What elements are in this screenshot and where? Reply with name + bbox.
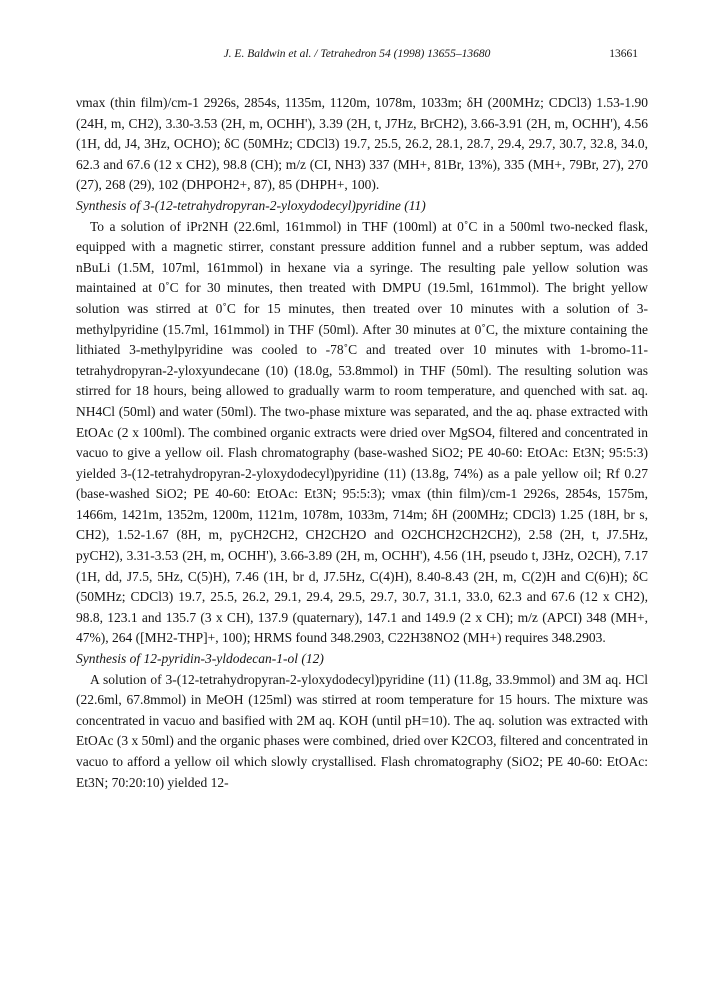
journal-citation: J. E. Baldwin et al. / Tetrahedron 54 (1998) 13655–13680 — [223, 48, 491, 60]
procedure-paragraph-11: To a solution of iPr2NH (22.6ml, 161mmol) in THF (100ml) at 0˚C in a 500ml two-necked flask, equipped with a magnetic stirrer, constant pressure addition funnel and a rubber septum, was added nBuLi (1.5M, 107ml, 161mmol) in hexane via a syringe. The resulting pale yellow solution was maintained at 0˚C for 30 minutes, then treated with DMPU (19.5ml, 161mmol). The bright yellow solution was stirred at 0˚C for 15 minutes, then treated over 10 minutes with a solution of 3-methylpyridine (15.7ml, 161mmol) in THF (50ml). After 30 minutes at 0˚C, the mixture containing the lithiated 3-methylpyridine was cooled to -78˚C and treated over 10 minutes with 1-bromo-11-tetrahydropyran-2-yloxyundecane (10) (18.0g, 53.8mmol) in THF (50ml). The resulting solution was stirred for 18 hours, being allowed to gradually warm to room temperature, and quenched with sat. aq. NH4Cl (50ml) and water (50ml). The two-phase mixture was separated, and the aq. phase extracted with EtOAc (2 x 100ml). The combined organic extracts were dried over MgSO4, filtered and concentrated in vacuo to give a yellow oil. Flash chromatography (base-washed SiO2; PE 40-60: EtOAc: Et3N; 95:5:3) yielded 3-(12-tetrahydropyran-2-yloxydodecyl)pyridine (11) (13.8g, 74%) as a pale yellow oil; Rf 0.27 (base-washed SiO2; PE 40-60: EtOAc: Et3N; 95:5:3); νmax (thin film)/cm-1 2926s, 2854s, 1575m, 1466m, 1421m, 1352m, 1200m, 1121m, 1078m, 1033m, 714m; δH (200MHz; CDCl3) 1.25 (18H, br s, CH2), 1.52-1.67 (8H, m, pyCH2CH2, CH2CH2O and O2CHCH2CH2CH2), 2.58 (2H, t, J7.5Hz, pyCH2), 3.31-3.53 (2H, m, OCHH'), 3.66-3.89 (2H, m, OCHH'), 4.56 (1H, pseudo t, J3Hz, O2CH), 7.17 (1H, dd, J7.5, 5Hz, C(5)H), 7.46 (1H, br d, J7.5Hz, C(4)H), 8.40-8.43 (2H, m, C(2)H and C(6)H); δC (50MHz; CDCl3) 19.7, 25.5, 26.2, 29.1, 29.4, 29.5, 29.7, 30.7, 31.1, 33.0, 62.3 and 67.6 (12 x CH2), 98.8, 123.1 and 135.7 (3 x CH), 137.9 (quaternary), 147.1 and 149.9 (2 x CH); m/z (APCI) 348 (MH+, 47%), 264 ([MH2-THP]+, 100); HRMS found 348.2903, C22H38NO2 (MH+) requires 348.2903. — [76, 218, 648, 646]
running-header — [76, 48, 638, 68]
procedure-paragraph-12: A solution of 3-(12-tetrahydropyran-2-yloxydodecyl)pyridine (11) (11.8g, 33.9mmol) and 3M aq. HCl (22.6ml, 67.8mmol) in MeOH (125ml) was stirred at room temperature for 15 hours. The mixture was concentrated in vacuo and basified with 2M aq. KOH (until pH=10). The aq. solution was extracted with EtOAc (3 x 50ml) and the organic phases were combined, dried over K2CO3, filtered and concentrated in vacuo to afford a yellow oil which slowly crystallised. Flash chromatography (SiO2; PE 40-60: EtOAc: Et3N; 70:20:10) yielded 12- — [76, 671, 648, 790]
page-number: 13661 — [609, 48, 638, 60]
section-heading-synthesis-12: Synthesis of 12-pyridin-3-yldodecan-1-ol (12) — [76, 651, 324, 667]
characterisation-paragraph: νmax (thin film)/cm-1 2926s, 2854s, 1135m, 1120m, 1078m, 1033m; δH (200MHz; CDCl3) 1.53-1.90 (24H, m, CH2), 3.30-3.53 (2H, m, OCHH'), 3.39 (2H, t, J7Hz, BrCH2), 3.66-3.91 (2H, m, OCHH'), 4.56 (1H, dd, J4, 3Hz, OCHO); δC (50MHz; CDCl3) 19.7, 25.5, 26.2, 28.1, 28.7, 29.4, 29.7, 30.7, 32.8, 34.0, 62.3 and 67.6 (12 x CH2), 98.8 (CH); m/z (CI, NH3) 337 (MH+, 81Br, 13%), 335 (MH+, 79Br, 27), 270 (27), 268 (29), 102 (DHPOH2+, 87), 85 (DHPH+, 100). — [76, 95, 648, 193]
section-heading-synthesis-11: Synthesis of 3-(12-tetrahydropyran-2-yloxydodecyl)pyridine (11) — [76, 197, 426, 213]
article-body — [76, 93, 648, 793]
